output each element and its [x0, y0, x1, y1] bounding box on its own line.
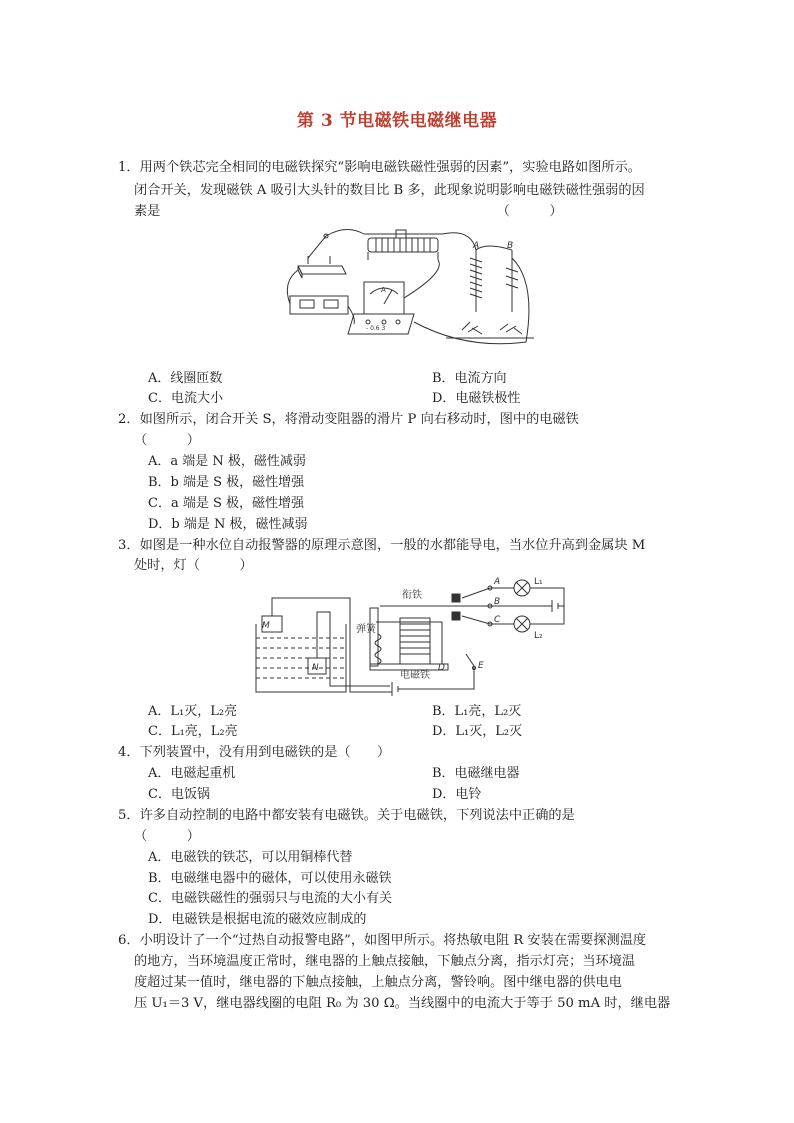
q4-option-a[interactable]: A．电磁起重机 — [148, 766, 236, 781]
page-title: 第 3 节电磁铁电磁继电器 — [296, 111, 498, 131]
q3-label-lamp2: L₂ — [534, 631, 543, 641]
q3-water-alarm-figure — [252, 578, 577, 700]
q2-option-d[interactable]: D．b 端是 N 极，磁性减弱 — [148, 517, 308, 532]
q1-label-a: A — [473, 241, 480, 251]
q5-option-c[interactable]: C．电磁铁磁性的强弱只与电流的大小有关 — [148, 891, 392, 906]
q4-option-d[interactable]: D．电铃 — [432, 787, 482, 802]
q2-option-b[interactable]: B．b 端是 S 极，磁性增强 — [148, 475, 305, 490]
q3-label-d: D — [438, 663, 445, 673]
q3-line-2: 处时，灯（ ） — [134, 558, 253, 573]
q3-label-spring: 弹簧 — [356, 624, 376, 635]
q1-option-c[interactable]: C．电流大小 — [148, 391, 223, 406]
q4-option-c[interactable]: C．电饭锅 — [148, 787, 210, 802]
q5-option-d[interactable]: D．电磁铁是根据电流的磁效应制成的 — [148, 912, 367, 927]
q1-option-a[interactable]: A．线圈匝数 — [148, 371, 223, 386]
q3-label-armature: 衔铁 — [402, 590, 422, 601]
q2-line-1: 2．如图所示，闭合开关 S，将滑动变阻器的滑片 P 向右移动时，图中的电磁铁 — [118, 412, 579, 427]
q6-line-4: 压 U₁＝3 V，继电器线圈的电阻 R₀ 为 30 Ω。当线圈中的电流大于等于 50 mA 时，继电器 — [134, 996, 671, 1011]
q3-option-a[interactable]: A．L₁灭，L₂亮 — [148, 704, 238, 719]
q3-label-b: B — [494, 597, 501, 607]
q2-line-2: （ ） — [134, 433, 200, 448]
q1-line-3: 素是 （ ） — [134, 204, 563, 219]
q3-label-c: C — [494, 615, 501, 625]
q4-option-b[interactable]: B．电磁继电器 — [432, 766, 520, 781]
q3-label-lamp1: L₁ — [534, 577, 543, 587]
q1-line-1: 1．用两个铁芯完全相同的电磁铁探究“影响电磁铁磁性强弱的因素”，实验电路如图所示。 — [118, 160, 641, 175]
q6-line-1: 6．小明设计了一个“过热自动报警电路”，如图甲所示。将热敏电阻 R 安装在需要探测温度 — [118, 933, 647, 948]
q2-option-a[interactable]: A．a 端是 N 极，磁性减弱 — [148, 454, 306, 469]
q5-option-b[interactable]: B．电磁继电器中的磁体，可以使用永磁铁 — [148, 871, 392, 886]
q5-line-2: （ ） — [134, 829, 200, 844]
q3-option-d[interactable]: D．L₁灭，L₂灭 — [432, 724, 523, 739]
q1-line-2: 闭合开关，发现磁铁 A 吸引大头针的数目比 B 多，此现象说明影响电磁铁磁性强弱的因 — [134, 183, 645, 198]
q4-line-1: 4．下列装置中，没有用到电磁铁的是（ ） — [118, 745, 391, 760]
q3-label-electromagnet: 电磁铁 — [400, 670, 430, 681]
q3-option-c[interactable]: C．L₁亮，L₂亮 — [148, 724, 238, 739]
q3-option-b[interactable]: B．L₁亮，L₂灭 — [432, 704, 522, 719]
q3-line-1: 3．如图是一种水位自动报警器的原理示意图，一般的水都能导电，当水位升高到金属块 M — [118, 538, 646, 553]
q5-option-a[interactable]: A．电磁铁的铁芯，可以用铜棒代替 — [148, 850, 353, 865]
q6-line-3: 度超过某一值时，继电器的下触点接触，上触点分离，警铃响。图中继电器的供电电 — [134, 975, 622, 990]
q1-option-d[interactable]: D．电磁铁极性 — [432, 391, 521, 406]
q1-meter-scale: - 0.6 3 — [366, 325, 386, 332]
q1-option-b[interactable]: B．电流方向 — [432, 371, 507, 386]
q1-label-b: B — [507, 241, 514, 251]
q6-line-2: 的地方，当环境温度正常时，继电器的上触点接触，下触点分离，指示灯亮；当环境温 — [134, 954, 636, 969]
q1-circuit-figure — [286, 222, 536, 352]
q1-meter-label: A — [381, 286, 386, 294]
q3-label-e: E — [478, 661, 484, 671]
q5-line-1: 5．许多自动控制的电路中都安装有电磁铁。关于电磁铁，下列说法中正确的是 — [118, 808, 575, 823]
q3-label-a: A — [494, 577, 501, 587]
q3-label-n: N — [312, 663, 319, 673]
q2-option-c[interactable]: C．a 端是 S 极，磁性增强 — [148, 496, 305, 511]
q3-label-m: M — [262, 621, 270, 631]
